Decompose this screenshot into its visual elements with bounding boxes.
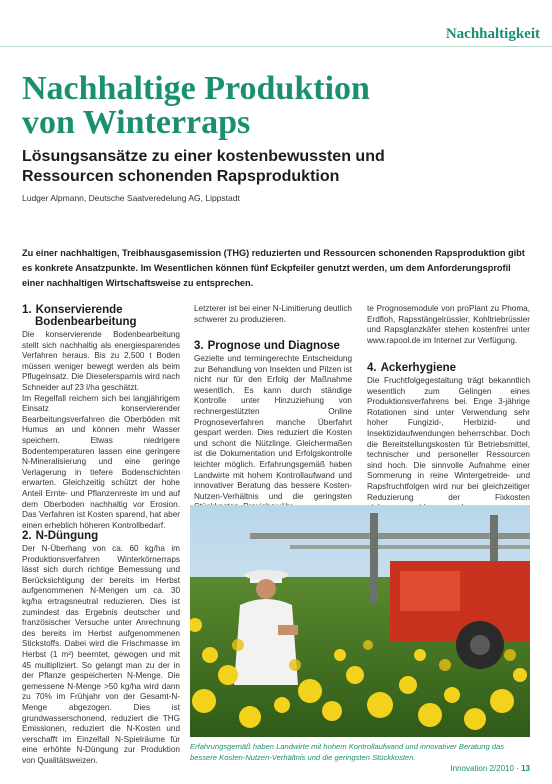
section-2-paragraph: Der N-Überhang von ca. 60 kg/ha im Produktionsverfahren Winterkörnerraps lässt sich durch richtige Bemessung und Berücksichtigung der bereits im Herbst aufgenommenen N-Mengen um ca. 30 kg/ha ertragsneutral reduzieren. Dies ist zumindest das Ergebnis deutscher und französischer Versuche unter Anrechnung des bereits im Herbst aufgenommenen Stickstoffs. Dabei wird die Frischmasse im Herbst (1 m²) beerntet, gewogen und mit 45 multipliziert. So gelangt man zu der in der Pflanze gespeicherten N-Menge. Die gemessene N-Menge >50 kg/ha wird dann zu 70% im Frühjahr von der Gesamt-N-Menge abgezogen. Dies ist grundwasserschonend, reduziert die THG Emissionen, reduziert die N-Kosten und verschafft im Einzelfall N-Spielräume für eine erhöhte N-Düngung zur Produktion von Qualitätsweizen. [22,544,180,765]
section-3 [194,340,352,513]
section-1-paragraph-2: Im Regelfall reichern sich bei langjährigem Einsatz konservierender Bearbeitungsverfahren die Oberböden mit Humus an und können mehr Wasser speichern. Etwas niedrigere Bodentemperaturen lassen eine geringere N-Mineralisierung und eine geringe Verlagerung in tiefere Bodenschichten erwarten. Gleichzeitig schützt der hohe Anteil Ernte- und Pflanzenreste im und auf dem Oberboden nachhaltig vor Erosion. Das Verfahren ist Kosten sparend, hat aber einen erheblich höheren Kontrollbedarf. [22,393,180,530]
lead-paragraph: Zu einer nachhaltigen, Treibhausgasemission (THG) reduzierten und Ressourcen schonenden Rapsproduktion gibt es konkrete Ansatzpunkte. Im Wesentlichen können fünf Eckpfeiler genutzt werden, um dem Anforderungsprofil einer nachhaltigen Wirtschaftsweise zu entsprechen. [22,248,525,288]
section-4-heading [367,362,530,374]
author-line: Ludger Alpmann, Deutsche Saatveredelung AG, Lippstadt [22,193,240,203]
section-4-title: Ackerhygiene [380,362,457,374]
section-3-paragraph: Gezielte und termingerechte Entscheidung zur Behandlung von Insekten und Pilzen ist nicht nur für den Erfolg der Maßnahme wesentlich. Es kann durch ständige Kontrolle unter Hinzuziehung von rechnergestützten Online Prognoseverfahren manche Überfahrt gespart werden. Dies reduziert die Kosten und schont die Nützlinge. Gleichermaßen ist die Dokumentation und Erfolgskontrolle leichter möglich. Erfahrungsgemäß haben Landwirte mit hohem Kontrollaufwand und innovativer Beratung das bessere Kosten-Nutzen-Verhältnis und die geringsten [194,354,352,501]
photo-caption: Erfahrungsgemäß haben Landwirte mit hohem Kontrollaufwand und innovativer Beratung das bessere Kosten-Nutzen-Verhältnis und die geringsten Stückkosten. [190,742,505,762]
title-line-2: von Winterraps [22,104,251,141]
section-1-heading [22,304,180,328]
section-label: Nachhaltigkeit [445,26,540,42]
section-1-title-line-2: Bodenbearbeitung [35,316,137,328]
footer-issue: Innovation 2/2010 [450,764,514,773]
section-3-heading [194,340,352,352]
section-1-paragraph-1: Die konservierende Bodenbearbeitung stellt sich nachhaltig als energiesparendes Verfahren heraus. Bis zu 2.500 t Boden müssen weniger bewegt werden als beim Pflugeinsatz. Die Dieselersparnis wird nach Schneider auf 23 l/ha geschätzt. [22,330,180,392]
section-2-heading [22,530,180,542]
section-4-number: 4. [367,362,377,374]
section-3-continued: te Prognosemodule von proPlant zu Phoma, Erdfloh, Rapsstängelrüssler, Kohltriebrüssler und Rapsglanzkäfer stehen kostenfrei unter www.rapool.de im Internet zur Verfügung. [367,304,530,345]
section-4 [367,362,530,514]
page-footer [450,764,530,773]
section-2-continued: Letzterer ist bei einer N-Limitierung deutlich schwerer zu produzieren. [194,304,352,324]
section-2-title: N-Düngung [35,530,99,542]
section-2-number: 2. [22,530,32,542]
section-1 [22,304,180,531]
section-1-number: 1. [22,304,32,316]
section-3-title: Prognose und Diagnose [207,340,340,352]
field-photo [190,505,530,737]
section-2 [22,530,180,766]
subtitle-line-1: Lösungsansätze zu einer kostenbewussten und [22,148,385,165]
article-title [22,72,532,140]
subtitle-line-2: Ressourcen schonenden Rapsproduktion [22,168,340,185]
page-number: 13 [521,764,530,773]
header-rule [0,46,552,47]
footer-separator: · [516,764,519,773]
title-line-1: Nachhaltige Produktion [22,70,370,107]
article-subtitle [22,147,532,187]
section-4-paragraph: Die Fruchtfolgegestaltung trägt bekanntlich wesentlich zum Gelingen eines Produktionsverfahrens bei. Enge 3-jährige Rotationen sind unter Verwendung sehr hoher Fungizid-, Herbizid- und Insektizidaufwendungen beherrschbar. Doch die Bereitstellungskosten für Betriebsmittel, technischer und personeller Ressourcen sind hoch. Die sinnvolle Aufnahme einer Sommerung in reine Wintergetreide- und Rapsfruchtfolgen wird nur bei gleichzeitiger Reduzierung der Fixkosten [367,376,530,502]
section-3-number: 3. [194,340,204,352]
section-1-title-line-1: Konservierende [35,304,123,316]
